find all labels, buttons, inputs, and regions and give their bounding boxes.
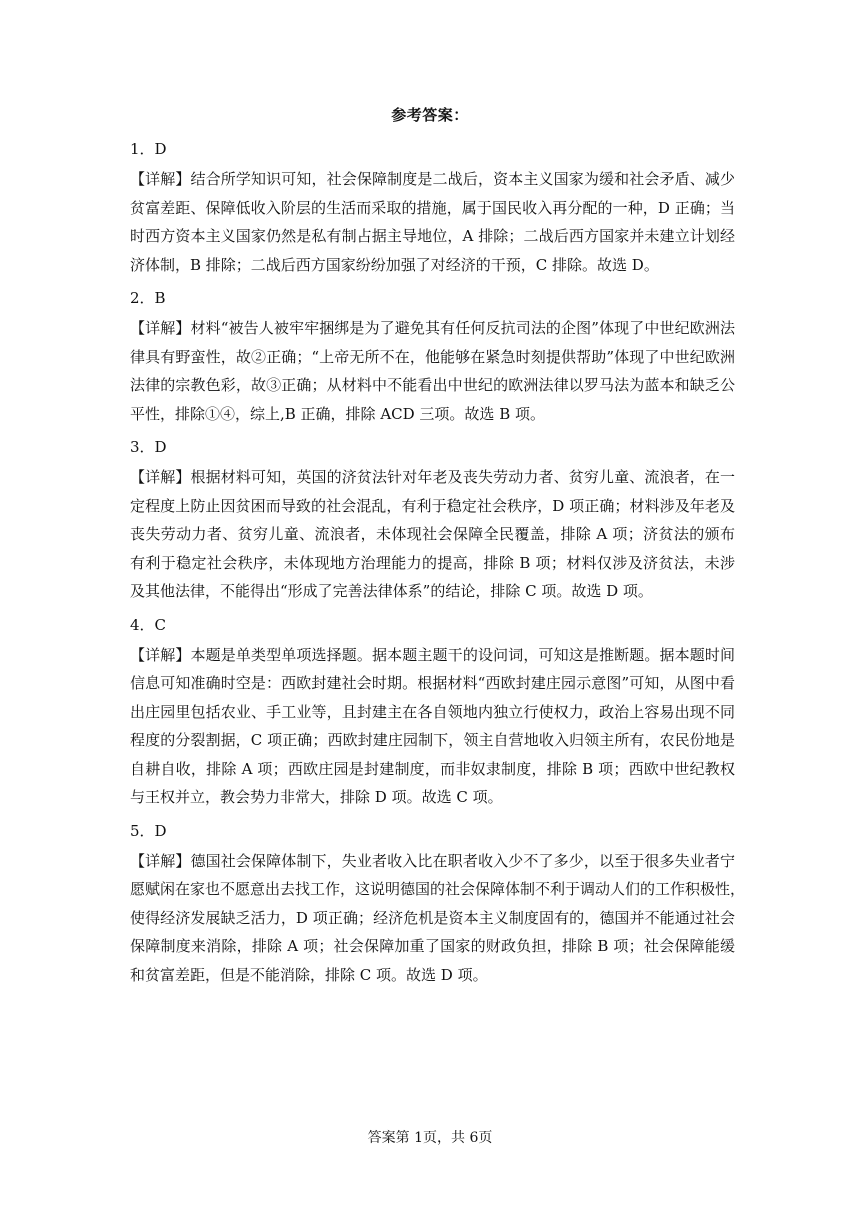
explanation-line: 【详解】材料“被告人被牢牢捆绑是为了避免其有任何反抗司法的企图”体现了中世纪欧洲法 xyxy=(130,319,735,337)
explanation-line: 自耕自收，排除 A 项；西欧庄园是封建制度，而非奴隶制度，排除 B 项；西欧中世纪教权 xyxy=(130,759,735,778)
answer-number: 5．D xyxy=(130,821,167,840)
answer-number: 4．C xyxy=(130,615,167,634)
explanation-line: 平性，排除①④，综上,B 正确，排除 ACD 三项。故选 B 项。 xyxy=(130,404,545,423)
explanation-line: 【详解】本题是单类型单项选择题。据本题主题干的设问词，可知这是推断题。据本题时间 xyxy=(130,645,735,664)
answer-explanation xyxy=(130,847,746,990)
explanation-line: 出庄园里包括农业、手工业等，且封建主在各自领地内独立行使权力，政治上容易出现不同 xyxy=(130,702,735,721)
explanation-line: 和贫富差距，但是不能消除，排除 C 项。故选 D 项。 xyxy=(130,965,488,984)
explanation-line: 及其他法律，不能得出“形成了完善法律体系”的结论，排除 C 项。故选 D 项。 xyxy=(130,582,653,600)
page-title: 参考答案： xyxy=(391,106,469,124)
explanation-line: 程度的分裂割据，C 项正确；西欧封建庄园制下，领主自营地收入归领主所有，农民份地是 xyxy=(130,731,735,749)
explanation-line: 与王权并立，教会势力非常大，排除 D 项。故选 C 项。 xyxy=(130,788,503,806)
explanation-line: 【详解】德国社会保障体制下，失业者收入比在职者收入少不了多少，以至于很多失业者宁 xyxy=(130,851,735,870)
answer-item-1 xyxy=(130,133,735,279)
answer-item-5 xyxy=(130,815,746,990)
explanation-line: 【详解】结合所学知识可知，社会保障制度是二战后，资本主义国家为缓和社会矛盾、减少 xyxy=(130,170,735,188)
answer-item-2 xyxy=(130,282,735,428)
page-footer: 答案第 1页，共 6页 xyxy=(367,1130,493,1146)
answer-explanation xyxy=(130,314,735,428)
explanation-line: 法律的宗教色彩，故③正确；从材料中不能看出中世纪的欧洲法律以罗马法为蓝本和缺乏公 xyxy=(130,376,735,394)
answer-number: 1．D xyxy=(130,140,167,158)
answer-number: 3．D xyxy=(130,438,167,456)
explanation-line: 丧失劳动力者、贫穷儿童、流浪者，未体现社会保障全民覆盖，排除 A 项；济贫法的颁布 xyxy=(130,525,735,543)
answer-explanation xyxy=(130,463,735,606)
answer-explanation xyxy=(130,641,735,812)
answer-explanation xyxy=(130,165,735,279)
explanation-line: 济体制，B 排除；二战后西方国家纷纷加强了对经济的干预，C 排除。故选 D。 xyxy=(130,255,659,274)
explanation-line: 【详解】根据材料可知，英国的济贫法针对年老及丧失劳动力者、贫穷儿童、流浪者，在一 xyxy=(130,468,735,486)
explanation-line: 定程度上防止因贫困而导致的社会混乱，有利于稳定社会秩序，D 项正确；材料涉及年老及 xyxy=(130,496,735,515)
explanation-line: 有利于稳定社会秩序，未体现地方治理能力的提高，排除 B 项；材料仅涉及济贫法，未涉 xyxy=(130,553,735,572)
explanation-line: 保障制度来消除，排除 A 项；社会保障加重了国家的财政负担，排除 B 项；社会保障能缓 xyxy=(130,937,735,955)
answer-list xyxy=(130,133,746,992)
explanation-line: 时西方资本主义国家仍然是私有制占据主导地位，A 排除；二战后西方国家并未建立计划经 xyxy=(130,227,735,245)
answer-item-3 xyxy=(130,431,735,606)
answer-number: 2．B xyxy=(130,289,166,307)
answer-item-4 xyxy=(130,609,735,812)
explanation-line: 律具有野蛮性，故②正确；“上帝无所不在，他能够在紧急时刻提供帮助”体现了中世纪欧洲 xyxy=(130,347,735,366)
explanation-line: 信息可知准确时空是：西欧封建社会时期。根据材料“西欧封建庄园示意图”可知，从图中看 xyxy=(130,674,735,692)
explanation-line: 使得经济发展缺乏活力，D 项正确；经济危机是资本主义制度固有的，德国并不能通过社会 xyxy=(130,908,735,927)
explanation-line: 愿赋闲在家也不愿意出去找工作，这说明德国的社会保障体制不利于调动人们的工作积极性， xyxy=(130,880,746,898)
explanation-line: 贫富差距、保障低收入阶层的生活而采取的措施，属于国民收入再分配的一种，D 正确；当 xyxy=(130,198,735,217)
